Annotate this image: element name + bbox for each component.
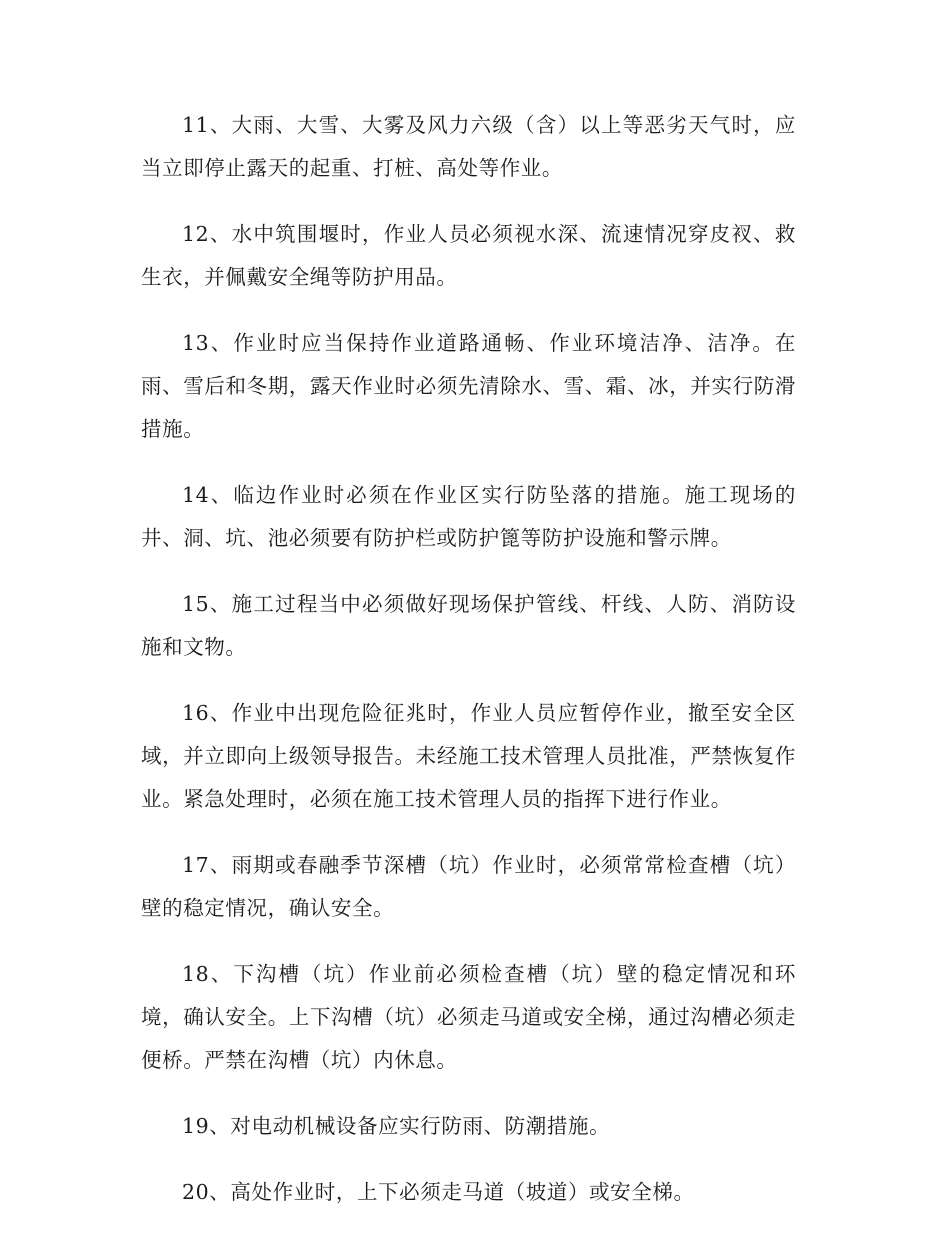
paragraph-17: 17、雨期或春融季节深槽（坑）作业时，必须常常检查槽（坑）壁的稳定情况，确认安全。: [141, 853, 796, 920]
paragraph-16: 16、作业中出现危险征兆时，作业人员应暂停作业，撤至安全区域，并立即向上级领导报告。未经施工技术管理人员批准，严禁恢复作业。紧急处理时，必须在施工技术管理人员的指挥下进行作业。: [141, 701, 796, 811]
paragraph-19: 19、对电动机械设备应实行防雨、防潮措施。: [182, 1114, 611, 1138]
paragraph-20: 20、高处作业时，上下必须走马道（坡道）或安全梯。: [182, 1180, 695, 1204]
paragraph-15: 15、施工过程当中必须做好现场保护管线、杆线、人防、消防设施和文物。: [141, 592, 796, 659]
paragraph-12: 12、水中筑围堰时，作业人员必须视水深、流速情况穿皮衩、救生衣，并佩戴安全绳等防护用品。: [141, 222, 796, 289]
document-body: [141, 104, 796, 1237]
paragraph-11: 11、大雨、大雪、大雾及风力六级（含）以上等恶劣天气时，应当立即停止露天的起重、打桩、高处等作业。: [141, 113, 796, 180]
paragraph-13: 13、作业时应当保持作业道路通畅、作业环境洁净、洁净。在雨、雪后和冬期，露天作业时必须先清除水、雪、霜、冰，并实行防滑措施。: [141, 331, 796, 441]
paragraph-18: 18、下沟槽（坑）作业前必须检查槽（坑）壁的稳定情况和环境，确认安全。上下沟槽（坑）必须走马道或安全梯，通过沟槽必须走便桥。严禁在沟槽（坑）内休息。: [141, 962, 796, 1072]
paragraph-14: 14、临边作业时必须在作业区实行防坠落的措施。施工现场的井、洞、坑、池必须要有防护栏或防护篦等防护设施和警示牌。: [141, 483, 796, 550]
